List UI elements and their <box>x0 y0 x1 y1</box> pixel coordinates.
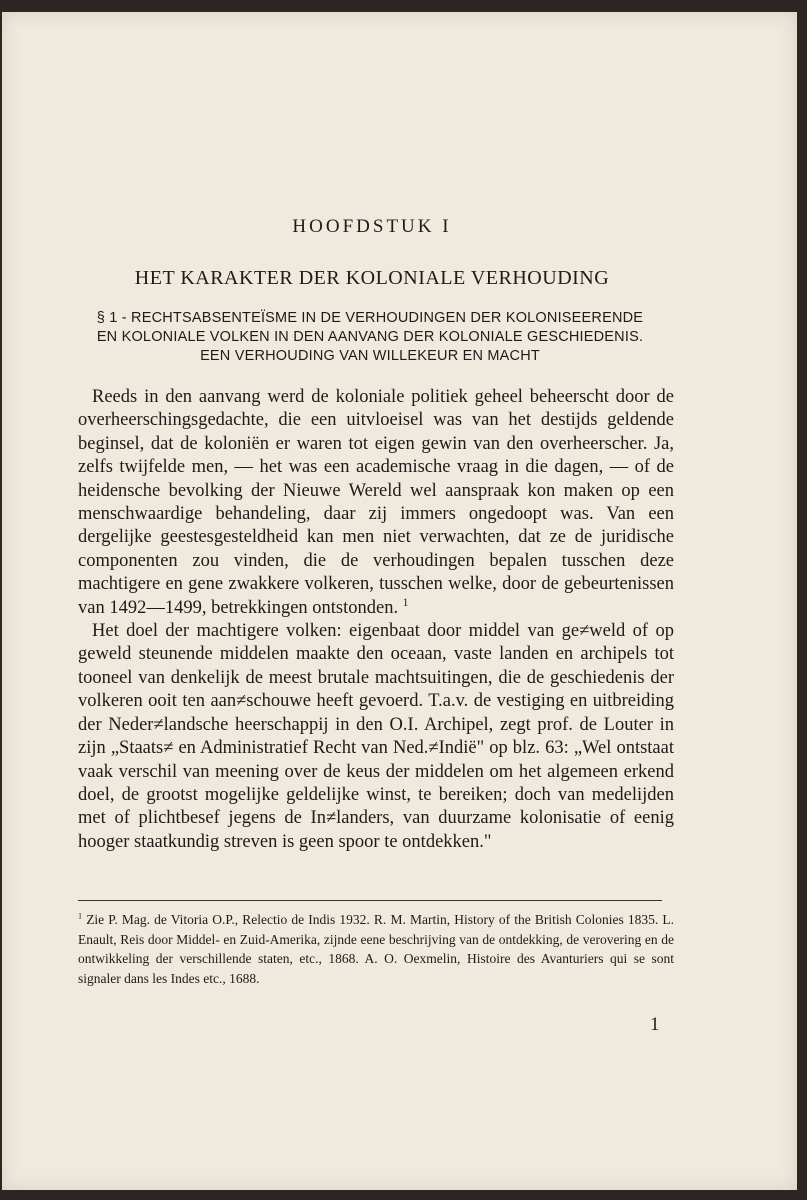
footnote-reference: 1 <box>402 596 409 609</box>
footnote-divider <box>78 900 662 901</box>
paragraph-1 <box>78 386 674 620</box>
body-text <box>78 386 674 854</box>
footnote-text: Zie P. Mag. de Vitoria O.P., Relectio de Indis 1932. R. M. Martin, History of the British Colonies 1835. L. Enault, Reis door Middel- en Zuid-Amerika, zijnde eene beschrijving van de ontdekking, de verovering en de ontwikkeling der verschillende staten, etc., 1868. A. O. Oexmelin, Histoire des Avanturiers qui se sont signaler dans les Indes etc., 1688. <box>78 912 675 986</box>
footnote-mark: 1 <box>78 911 83 921</box>
paragraph-1-text: Reeds in den aanvang werd de koloniale politiek geheel beheerscht door de overheerschingsgedachte, die een uitvloeisel was van het destijds geldende beginsel, dat de koloniën er waren tot eigen gewin van den overheerscher. Ja, zelfs twijfelde men, — het was een academische vraag in die dagen, — of de heidensche bevolking der Nieuwe Wereld wel aanspraak kon maken op een menschwaardige behandeling, daar zij immers ongedoopt was. Van een dergelijke geestesgesteldheid kan men niet verwachten, dat ze de juridische componenten zou vinden, die de verhoudingen bepalen tusschen deze machtigere en gene zwakkere volkeren, tusschen welke, door de gebeurtenissen van 1492—1499, betrekkingen ontstonden. <box>78 387 674 618</box>
paragraph-2: Het doel der machtigere volken: eigenbaat door middel van ge≠weld of op geweld steunende middelen maakte den oceaan, vaste landen en archipels tot tooneel van denkelijk de meest brutale machtsuitingen, die de geschiedenis der volkeren ooit ten aan≠schouwe heeft gevoerd. T.a.v. de vestiging en uitbreiding der Neder≠landsche heerschappij in den O.I. Archipel, zegt prof. de Louter in zijn „Staats≠ en Administratief Recht van Ned.≠Indië" op blz. 63: „Wel ontstaat vaak verschil van meening over de keus der middelen om het algemeen erkend doel, de grootst mogelijke geldelijke winst, te bereiken; doch van medelijden met of plichtbesef jegens de In≠landers, van duurzame kolonisatie of eenig hooger staatkundig streven is geen spoor te ontdekken." <box>78 621 674 852</box>
book-page <box>2 12 797 1190</box>
chapter-title: HET KARAKTER DER KOLONIALE VERHOUDING <box>134 267 610 289</box>
section-heading: § 1 - RECHTSABSENTEÏSME IN DE VERHOUDINGEN DER KOLONISEERENDE EN KOLONIALE VOLKEN IN DEN AANVANG DER KOLONIALE GESCHIEDENIS. EEN VERHOUDING VAN WILLEKEUR EN MACHT <box>96 310 644 364</box>
footnote <box>78 910 674 988</box>
chapter-heading: HOOFDSTUK I <box>292 216 452 237</box>
page-number: 1 <box>650 1014 660 1035</box>
